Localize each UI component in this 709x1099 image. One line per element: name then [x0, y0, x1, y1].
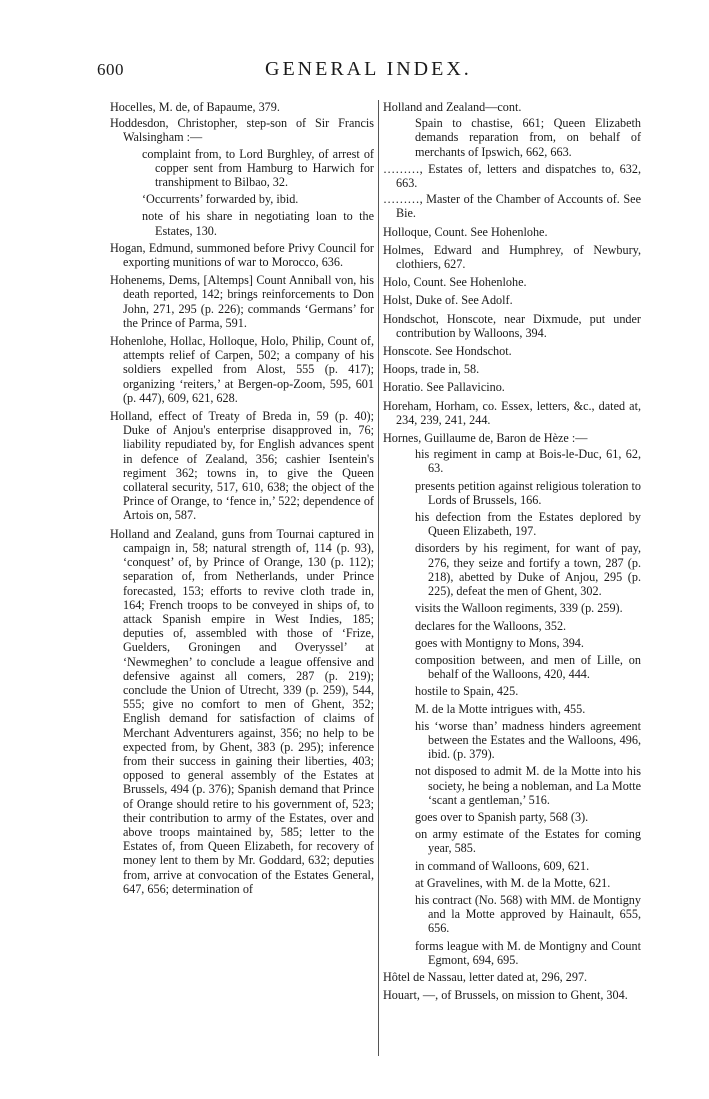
index-entry-hocelles: Hocelles, M. de, of Bapaume, 379.	[110, 100, 280, 114]
index-entry-hohenlohe: Hohenlohe, Hollac, Holloque, Holo, Philip, Count of, attempts relief of Carpen, 502; a company of his soldiers expelled from Alost, 555 (p. 417); organizing ‘reiters,’ at Bergen-op-Zoom, 595, 601 (p. 447), 609, 621, 628.	[110, 334, 374, 405]
index-entry-holland-zealand-continued: Holland and Zealand—cont.	[383, 100, 522, 114]
index-entry-hohenems: Hohenems, Dems, [Altemps] Count Anniball von, his death reported, 142; brings reinforcements to Don John, 271, 295 (p. 226); commands ‘Germans’ for the Prince of Parma, 591.	[110, 273, 374, 330]
index-subentry: Spain to chastise, 661; Queen Elizabeth demands reparation from, on behalf of merchants of Ipswich, 662, 663.	[415, 116, 641, 159]
index-entry-hoops: Hoops, trade in, 58.	[383, 362, 480, 377]
index-entry-holmes: Holmes, Edward and Humphrey, of Newbury, clothiers, 627.	[383, 242, 641, 272]
index-subentry: complaint from, to Lord Burghley, of arrest of copper sent from Hamburg to Harwich for transhipment to Bilbao, 32.	[142, 146, 374, 190]
index-subentry: hostile to Spain, 425.	[415, 684, 519, 699]
index-entry-master-chamber: ………, Master of the Chamber of Accounts of. See Bie.	[383, 192, 641, 221]
index-subentry: goes over to Spanish party, 568 (3).	[415, 809, 589, 824]
index-subentry: not disposed to admit M. de la Motte into his society, he being a nobleman, and La Motte ‘scant a gentleman,’ 516.	[415, 764, 641, 807]
index-entry-hondschot: Hondschot, Honscote, near Dixmude, put under contribution by Walloons, 394.	[383, 311, 641, 340]
index-subentry: his contract (No. 568) with MM. de Montigny and la Motte approved by Hainault, 655, 656.	[415, 892, 641, 936]
index-entry-hotel-nassau: Hôtel de Nassau, letter dated at, 296, 297.	[383, 969, 588, 984]
index-subentry: visits the Walloon regiments, 339 (p. 259).	[415, 601, 623, 616]
index-subentry: presents petition against religious toleration to Lords of Brussels, 166.	[415, 478, 641, 507]
index-subentry: declares for the Walloons, 352.	[415, 618, 567, 633]
index-subentry: disorders by his regiment, for want of pay, 276, they seize and fortify a town, 287 (p. 218), abetted by Duke of Anjou, 295 (p. 225), defeat the men of Ghent, 302.	[415, 541, 641, 599]
index-entry-horatio: Horatio. See Pallavicino.	[383, 380, 505, 395]
index-entry-estates-letters: ………, Estates of, letters and dispatches to, 632, 663.	[383, 161, 641, 191]
index-subentry: his ‘worse than’ madness hinders agreement between the Estates and the Walloons, 496, ibid. (p. 379).	[415, 718, 641, 762]
index-subentry: ‘Occurrents’ forwarded by, ibid.	[142, 192, 299, 207]
index-subentry: his regiment in camp at Bois-le-Duc, 61, 62, 63.	[415, 447, 641, 476]
index-entry-honscote: Honscote. See Hondschot.	[383, 344, 512, 359]
index-subentry: composition between, and men of Lille, on behalf of the Walloons, 420, 444.	[415, 652, 641, 682]
index-entry-holland: Holland, effect of Treaty of Breda in, 59 (p. 40); Duke of Anjou's enterprise disapproved in, 76; liability repudiated by, for English advances spent in defence of Zealand, 356; cashier Isentein's regiment 362; towns in, to give the Queen collateral security, 517, 610, 638; the object of the Prince of Orange, to ‘fence in,’ 522; dependence of Artois on, 587.	[110, 409, 374, 523]
column-divider	[378, 100, 379, 1056]
index-entry-horeham: Horeham, Horham, co. Essex, letters, &c., dated at, 234, 239, 241, 244.	[383, 398, 641, 427]
index-subentry: at Gravelines, with M. de la Motte, 621.	[415, 875, 611, 890]
index-subentry: forms league with M. de Montigny and Count Egmont, 694, 695.	[415, 938, 641, 967]
page-number: 600	[97, 60, 124, 79]
index-entry-hogan: Hogan, Edmund, summoned before Privy Council for exporting munitions of war to Morocco, 636.	[110, 240, 374, 270]
index-subentry: goes with Montigny to Mons, 394.	[415, 635, 584, 650]
index-subentry: note of his share in negotiating loan to the Estates, 130.	[142, 209, 374, 238]
index-subentry: on army estimate of the Estates for coming year, 585.	[415, 827, 641, 856]
left-index-column	[110, 100, 374, 900]
index-entry-holo: Holo, Count. See Hohenlohe.	[383, 275, 527, 290]
index-entry-holst: Holst, Duke of. See Adolf.	[383, 293, 513, 308]
right-index-column	[383, 100, 641, 1006]
index-entry-holland-zealand: Holland and Zealand, guns from Tournai captured in campaign in, 58; natural strength of, 114 (p. 93), ‘conquest’ of, by Prince of Orange, 130 (p. 112); separation of, from Netherlands, under Prince forecasted, 153; efforts to revive cloth trade in, 164; French troops to be conveyed in ships of, to attack Spanish empire in West Indies, 185; deputies of, assembled with those of ‘Frize, Guelders, Groningen and Overyssel’ at ‘Newmeghen’ to conclude a league offensive and defensive against all comers, 287 (p. 219); conclude the Union of Utrecht, 339 (p. 259), 544, 555; give no comfort to men of Ghent, 352; English demand for satisfaction of claims of Merchant Adventurers against, 356; no help to be expected from, by Ghent, 383 (p. 295); inference from their success in gaining their liberties, 403; opposed to general assembly of the Estates at Brussels, 494 (p. 376); Spanish demand that Prince of Orange should retire to his government of, 523; their contribution to army of the Estates, over and above troops maintained by, 585; letter to the Estates of, from Queen Elizabeth, for recovery of money lent to them by Mr. Goddard, 632; deputies from, arrive at convocation of the Estates General, 647, 656; determination of	[110, 526, 374, 896]
page-title: GENERAL INDEX.	[265, 58, 472, 80]
index-entry-hornes: Hornes, Guillaume de, Baron de Hèze :—	[383, 431, 588, 446]
index-subentry: M. de la Motte intrigues with, 455.	[415, 701, 586, 716]
index-subentry: his defection from the Estates deplored by Queen Elizabeth, 197.	[415, 510, 641, 539]
index-entry-holloque: Holloque, Count. See Hohenlohe.	[383, 224, 548, 239]
index-entry-hoddesdon: Hoddesdon, Christopher, step-son of Sir Francis Walsingham :—	[110, 116, 374, 145]
index-subentry: in command of Walloons, 609, 621.	[415, 858, 590, 873]
index-entry-houart: Houart, —, of Brussels, on mission to Ghent, 304.	[383, 988, 628, 1003]
